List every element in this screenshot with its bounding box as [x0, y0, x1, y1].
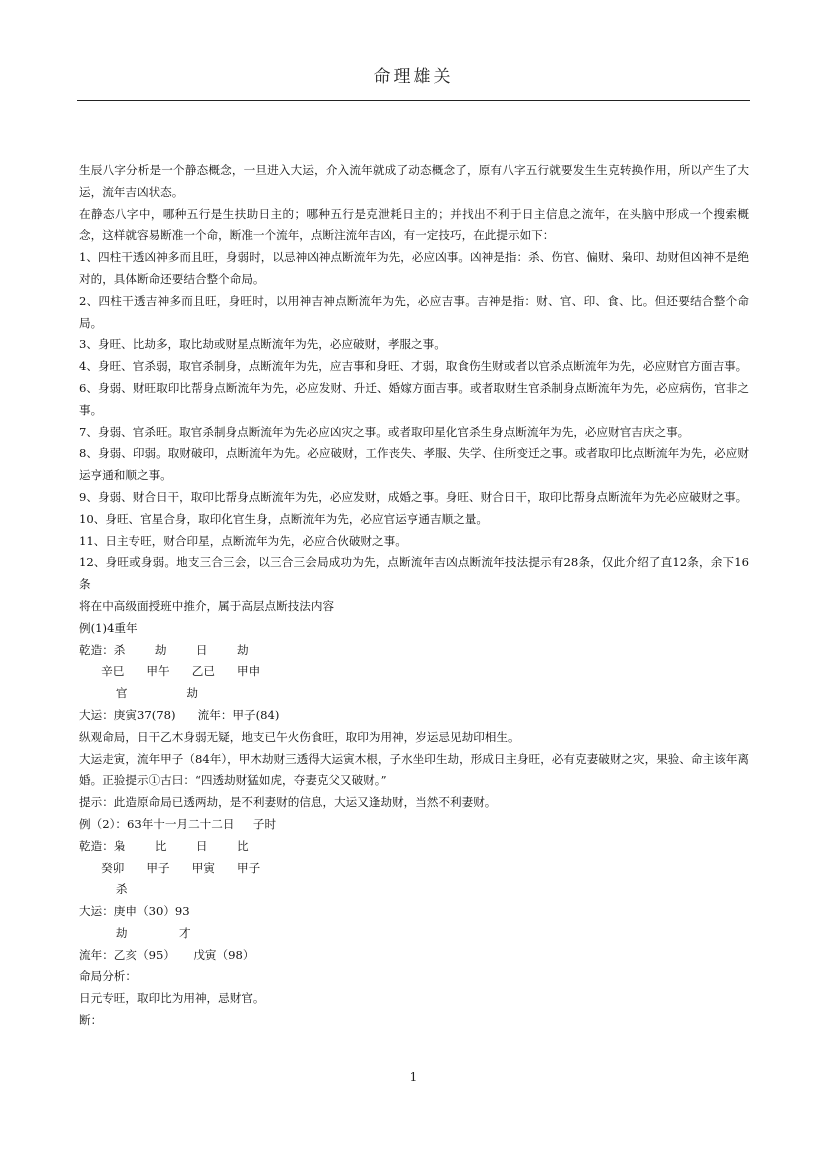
page-number: 1 [409, 1070, 418, 1084]
paragraph: 2、四柱干透吉神多而且旺，身旺时，以用神吉神点断流年为先，必应吉事。吉神是指：财、官、印、食、比。但还要结合整个命局。 [79, 293, 749, 330]
paragraph: 例（2）：63年十一月二十二日 子时 [79, 816, 277, 831]
paragraph: 在静态八字中，哪种五行是生扶助日主的；哪种五行是克泄耗日主的；并找出不利于日主信息之流年，在头脑中形成一个搜索概念，这样就容易断准一个命，断准一个流年，点断注流年吉凶，有一定技巧，在此提示如下： [79, 206, 749, 243]
paragraph: 纵观命局，日干乙木身弱无疑，地支已午火伤食旺，取印为用神，岁运忌见劫印相生。 [79, 729, 520, 744]
paragraph: 癸卯 甲子 甲寅 甲子 [79, 860, 261, 875]
paragraph: 10、身旺、官星合身，取印化官生身，点断流年为先，必应官运亨通吉顺之量。 [79, 511, 488, 526]
paragraph: 断： [79, 1013, 103, 1028]
paragraph: 大运走寅，流年甲子（84年），甲木劫财三透得大运寅木根，子水坐印生劫，形成日主身旺，必有克妻破财之灾，果验、命主该年离婚。正验提示①古曰：“四透劫财猛如虎，夺妻克父又破财。” [79, 751, 749, 788]
paragraph: 6、身弱、财旺取印比帮身点断流年为先，必应发财、升迁、婚嫁方面吉事。或者取财生官杀制身点断流年为先，必应病伤，官非之事。 [79, 380, 749, 417]
paragraph: 11、日主专旺，财合印星，点断流年为先，必应合伙破财之事。 [79, 533, 407, 548]
paragraph: 7、身弱、官杀旺。取官杀制身点断流年为先必应凶灾之事。或者取印星化官杀生身点断流年为先，必应财官吉庆之事。 [79, 424, 690, 439]
paragraph: 大运：庚寅37(78) 流年：甲子(84) [79, 707, 280, 722]
paragraph: 提示：此造原命局已透两劫，是不利妻财的信息，大运又逢劫财，当然不利妻财。 [79, 795, 497, 810]
paragraph: 3、身旺、比劫多，取比劫或财星点断流年为先，必应破财，孝服之事。 [79, 337, 446, 352]
paragraph: 4、身旺、官杀弱，取官杀制身，点断流年为先，应吉事和身旺、才弱，取食伤生财或者以官杀点断流年为先，必应财官方面吉事。 [79, 359, 748, 374]
paragraph: 生辰八字分析是一个静态概念，一旦进入大运，介入流年就成了动态概念了，原有八字五行就要发生生克转换作用，所以产生了大运，流年吉凶状态。 [79, 163, 749, 199]
paragraph: 乾造：枭 比 日 比 [79, 838, 249, 853]
paragraph: 12、身旺或身弱。地支三合三会，以三合三会局成功为先，点断流年吉凶点断流年技法提示有28条，仅此介绍了直12条，余下16条 [79, 555, 749, 592]
paragraph: 杀 [79, 882, 128, 897]
paragraph: 日元专旺，取印比为用神，忌财官。 [79, 991, 265, 1006]
paragraph: 大运：庚申（30）93 [79, 904, 190, 919]
paragraph: 官 劫 [79, 686, 199, 701]
paragraph: 9、身弱、财合日干，取印比帮身点断流年为先，必应发财，成婚之事。身旺、财合日干，取印比帮身点断流年为先必应破财之事。 [79, 489, 748, 504]
header-divider [77, 100, 750, 101]
paragraph: 将在中高级面授班中推介，属于高层点断技法内容 [79, 598, 335, 613]
paragraph: 命局分析： [79, 969, 137, 984]
paragraph: 辛巳 甲午 乙已 甲申 [79, 664, 261, 679]
paragraph: 8、身弱、印弱。取财破印，点断流年为先。必应破财，工作丧失、孝服、失学、住所变迁之事。或者取印比点断流年为先，必应财运亨通和顺之事。 [79, 446, 749, 483]
paragraph: 例(1)4重年 [79, 620, 138, 635]
document-body [79, 160, 749, 1032]
paragraph: 1、四柱干透凶神多而且旺，身弱时，以忌神凶神点断流年为先，必应凶事。凶神是指：杀、伤官、偏财、枭印、劫财但凶神不是绝对的，具体断命还要结合整个命局。 [79, 250, 749, 286]
page-header-title: 命理雄关 [373, 67, 454, 87]
paragraph: 劫 才 [79, 925, 191, 940]
paragraph: 乾造：杀 劫 日 劫 [79, 642, 249, 657]
paragraph: 流年：乙亥（95） 戊寅（98） [79, 947, 255, 962]
